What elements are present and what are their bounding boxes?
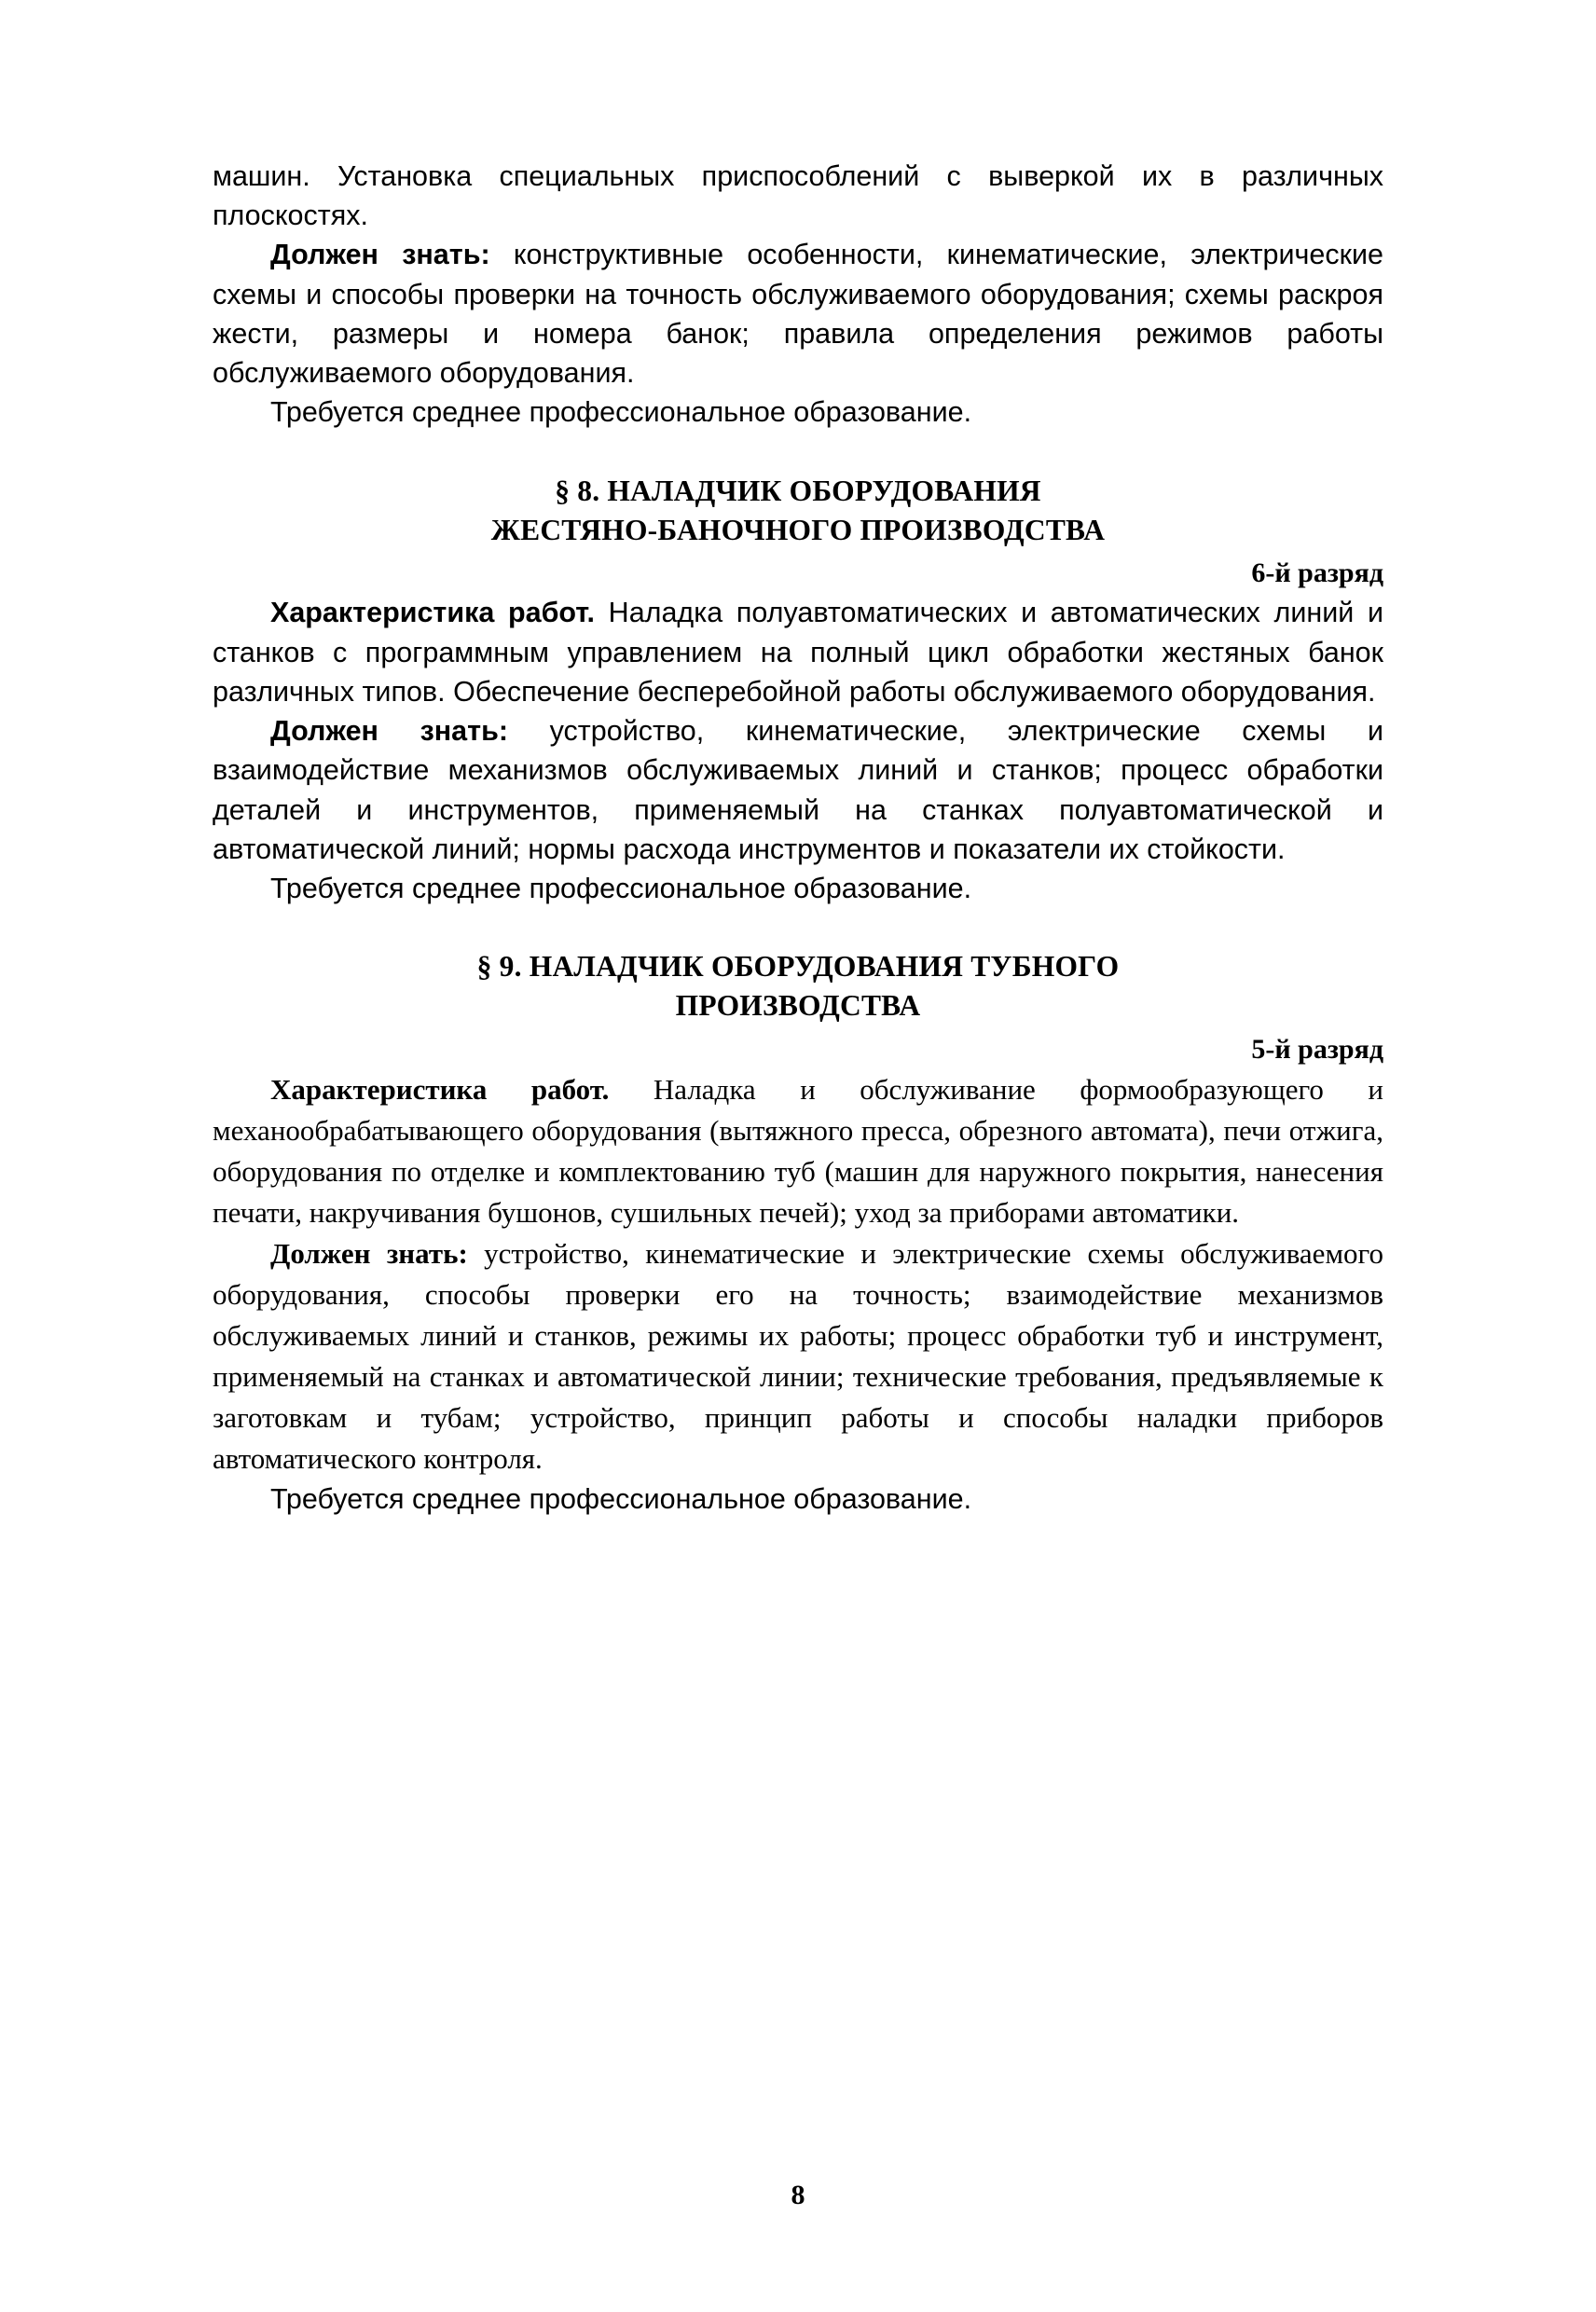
paragraph-text: Наладка полуавтоматических и автоматических линий и станков с программным управлением на полный цикл обработки жестяных банок различных типов. Обеспечение бесперебойной работы обслуживаемого оборудования. — [213, 597, 1383, 708]
paragraph-education-intro: Требуется среднее профессиональное образование. — [270, 396, 972, 429]
paragraph-characteristics-8 — [213, 593, 1383, 711]
paragraph-text: устройство, кинематические и электрические схемы обслуживаемого оборудования, способы проверки его на точность; взаимодействие механизмов обслуживаемых линий и станков, режимы их работы; процесс обработки туб и инструмент, применяемый на станках и автоматической линии; технические требования, предъявляемые к заготовкам и тубам; устройство, принцип работы и способы наладки приборов автоматического контроля. — [213, 1237, 1384, 1476]
lead-characteristics: Характеристика работ. — [270, 597, 596, 629]
lead-must-know: Должен знать: — [270, 1237, 468, 1271]
paragraph-text: Наладка и обслуживание формообразующего и механообрабатывающего оборудования (вытяжного пресса, обрезного автомата), печи отжига, оборудования по отделке и комплектованию туб (машин для наружного покрытия, нанесения печати, накручивания бушонов, сушильных печей); уход за приборами автоматики. — [213, 1073, 1384, 1230]
page-content — [213, 157, 1383, 1519]
paragraph-education-8: Требуется среднее профессиональное образование. — [270, 873, 972, 905]
heading-line-2: ЖЕСТЯНО-БАНОЧНОГО ПРОИЗВОДСТВА — [490, 513, 1106, 546]
lead-characteristics: Характеристика работ. — [270, 1073, 610, 1107]
heading-line-1: § 9. НАЛАДЧИК ОБОРУДОВАНИЯ ТУБНОГО — [476, 950, 1120, 984]
heading-line-2: ПРОИЗВОДСТВА — [675, 989, 921, 1023]
grade-label-9: 5-й разряд — [1251, 1034, 1383, 1066]
section-heading-9 — [213, 947, 1383, 1025]
spacer — [213, 908, 1383, 947]
section-heading-8 — [213, 472, 1383, 550]
paragraph-must-know-8 — [213, 711, 1383, 869]
paragraph-must-know-9 — [213, 1233, 1383, 1479]
lead-must-know: Должен знать: — [270, 715, 508, 748]
page-number: 8 — [791, 2180, 805, 2210]
heading-line-1: § 8. НАЛАДЧИК ОБОРУДОВАНИЯ — [555, 474, 1041, 507]
grade-label-8: 6-й разряд — [1251, 557, 1383, 589]
paragraph-text: конструктивные особенности, кинематические, электрические схемы и способы проверки на точность обслуживаемого оборудования; схемы раскроя жести, размеры и номера банок; правила определения режимов работы обслуживаемого оборудования. — [213, 239, 1383, 390]
lead-must-know: Должен знать: — [270, 239, 490, 271]
paragraph-text: устройство, кинематические, электрические схемы и взаимодействие механизмов обслуживаемых линий и станков; процесс обработки деталей и инструментов, применяемый на станках полуавтоматической и автоматической линий; нормы расхода инструментов и показатели их стойкости. — [213, 715, 1383, 865]
paragraph-education-9: Требуется среднее профессиональное образование. — [270, 1483, 972, 1516]
spacer — [213, 433, 1383, 472]
paragraph-continuation: машин. Установка специальных приспособлений с выверкой их в различных плоскостях. — [213, 160, 1383, 232]
paragraph-characteristics-9 — [213, 1069, 1383, 1233]
paragraph-must-know-intro — [213, 235, 1383, 392]
